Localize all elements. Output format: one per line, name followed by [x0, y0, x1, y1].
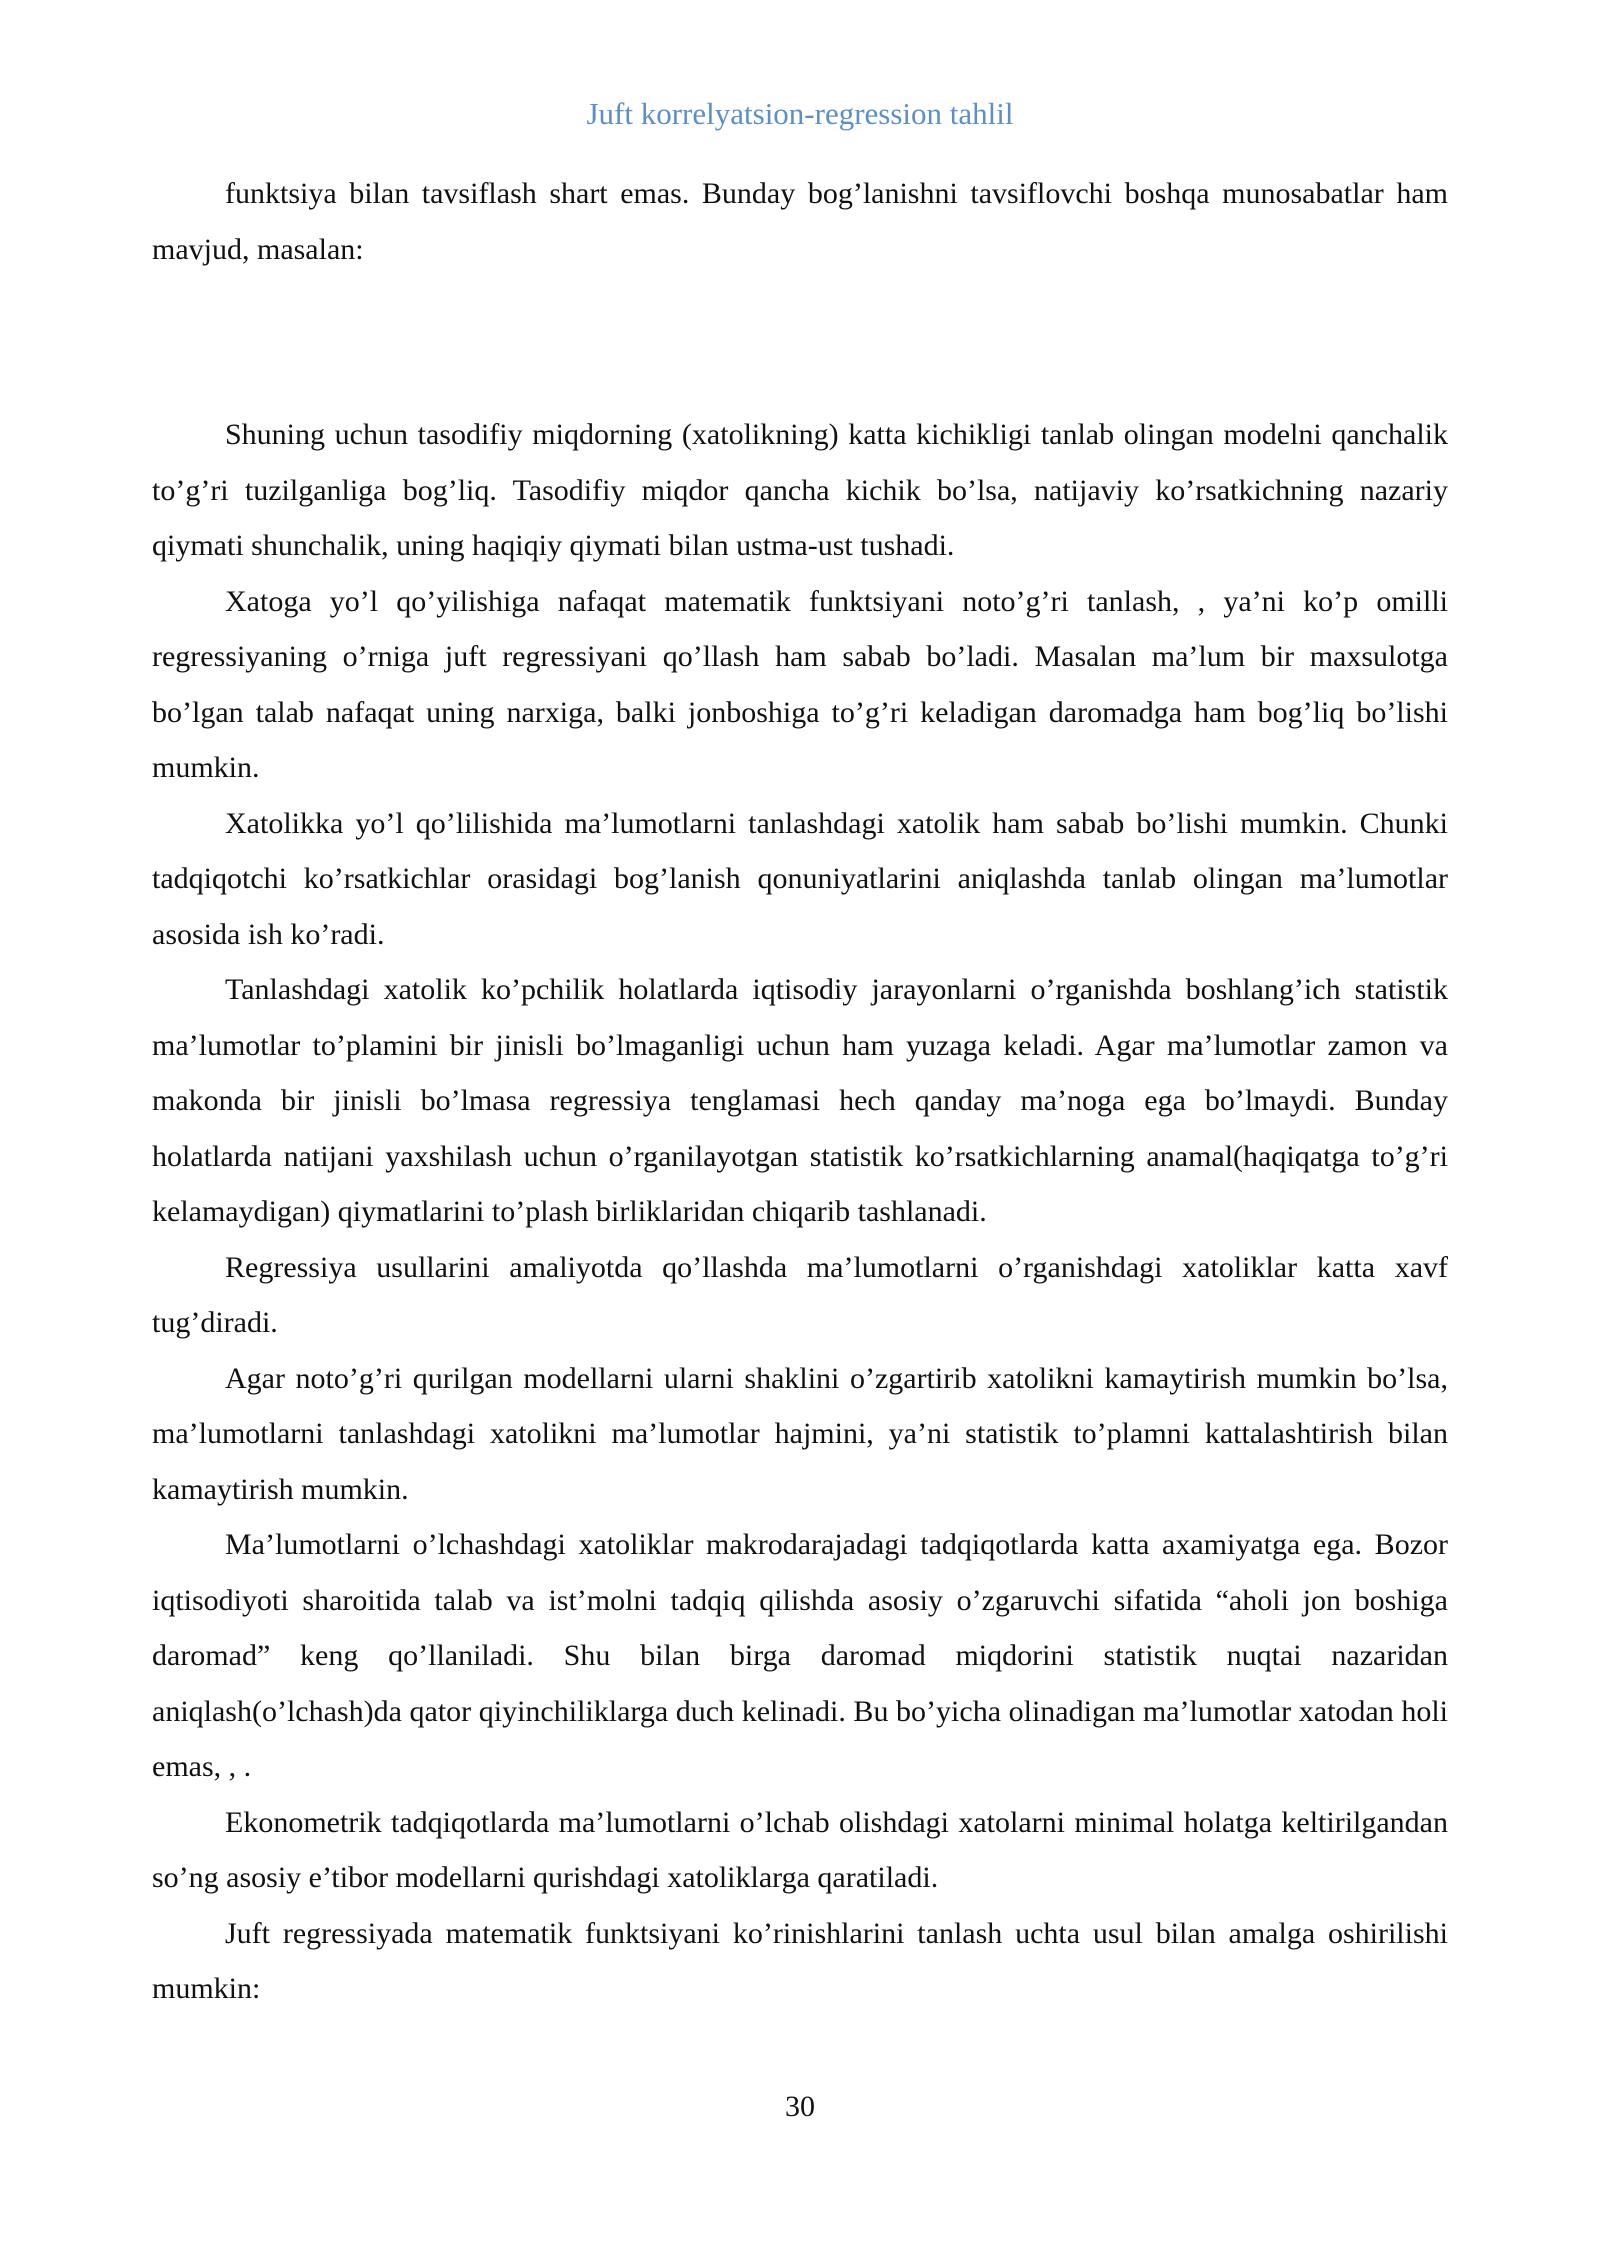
- paragraph: Xatolikka yo’l qo’lilishida ma’lumotlarni tanlashdagi xatolik ham sabab bo’lishi mumkin. Chunki tadqiqotchi ko’rsatkichlar orasidagi bog’lanish qonuniyatlarini aniqlashda tanlab olingan ma’lumotlar asosida ish ko’radi.: [152, 806, 1448, 951]
- paragraph: Ma’lumotlarni o’lchashdagi xatoliklar makrodarajadagi tadqiqotlarda katta axamiyatga ega. Bozor iqtisodiyoti sharoitida talab va ist’molni tadqiq qilishda asosiy o’zgaruvchi sifatida “aholi jon boshiga daromad” keng qo’llaniladi. Shu bilan birga daromad miqdorini statistik nuqtai nazaridan aniqlash(o’lchash)da qator qiyinchiliklarga duch kelinadi. Bu bo’yicha olinadigan ma’lumotlar xatodan holi emas, , .: [152, 1528, 1448, 1783]
- page-number: 30: [785, 2090, 815, 2123]
- paragraph: Juft regressiyada matematik funktsiyani ko’rinishlarini tanlash uchta usul bilan amalga oshirilishi mumkin:: [152, 1916, 1448, 2005]
- paragraph: Agar noto’g’ri qurilgan modellarni ularni shaklini o’zgartirib xatolikni kamaytirish mumkin bo’lsa, ma’lumotlarni tanlashdagi xatolikni ma’lumotlar hajmini, ya’ni statistik to’plamni kattalashtirish bilan kamaytirish mumkin.: [152, 1361, 1448, 1506]
- document-body: [152, 166, 1448, 2017]
- paragraph: Regressiya usullarini amaliyotda qo’llashda ma’lumotlarni o’rganishdagi xatoliklar katta xavf tug’diradi.: [152, 1250, 1448, 1339]
- paragraph: Xatoga yo’l qo’yilishiga nafaqat matematik funktsiyani noto’g’ri tanlash, , ya’ni ko’p omilli regressiyaning o’rniga juft regressiyani qo’llash ham sabab bo’ladi. Masalan ma’lum bir maxsulotga bo’lgan talab nafaqat uning narxiga, balki jonboshiga to’g’ri keladigan daromadga ham bog’liq bo’lishi mumkin.: [152, 584, 1448, 784]
- paragraph: Tanlashdagi xatolik ko’pchilik holatlarda iqtisodiy jarayonlarni o’rganishda boshlang’ich statistik ma’lumotlar to’plamini bir jinisli bo’lmaganligi uchun ham yuzaga keladi. Agar ma’lumotlar zamon va makonda bir jinisli bo’lmasa regressiya tenglamasi hech qanday ma’noga ega bo’lmaydi. Bunday holatlarda natijani yaxshilash uchun o’rganilayotgan statistik ko’rsatkichlarning anamal(haqiqatga to’g’ri kelamaydigan) qiymatlarini to’plash birliklaridan chiqarib tashlanadi.: [152, 973, 1448, 1228]
- paragraph-continuation: funktsiya bilan tavsiflash shart emas. Bunday bog’lanishni tavsiflovchi boshqa munosabatlar ham mavjud, masalan:: [152, 177, 1448, 266]
- paragraph: Shuning uchun tasodifiy miqdorning (xatolikning) katta kichikligi tanlab olingan modelni qanchalik to’g’ri tuzilganliga bog’liq. Tasodifiy miqdor qancha kichik bo’lsa, natijaviy ko’rsatkichning nazariy qiymati shunchalik, uning haqiqiy qiymati bilan ustma-ust tushadi.: [152, 418, 1448, 562]
- running-header: Juft korrelyatsion-regression tahlil: [586, 96, 1014, 131]
- paragraph: Ekonometrik tadqiqotlarda ma’lumotlarni o’lchab olishdagi xatolarni minimal holatga keltirilgandan so’ng asosiy e’tibor modellarni qurishdagi xatoliklarga qaratiladi.: [152, 1805, 1448, 1894]
